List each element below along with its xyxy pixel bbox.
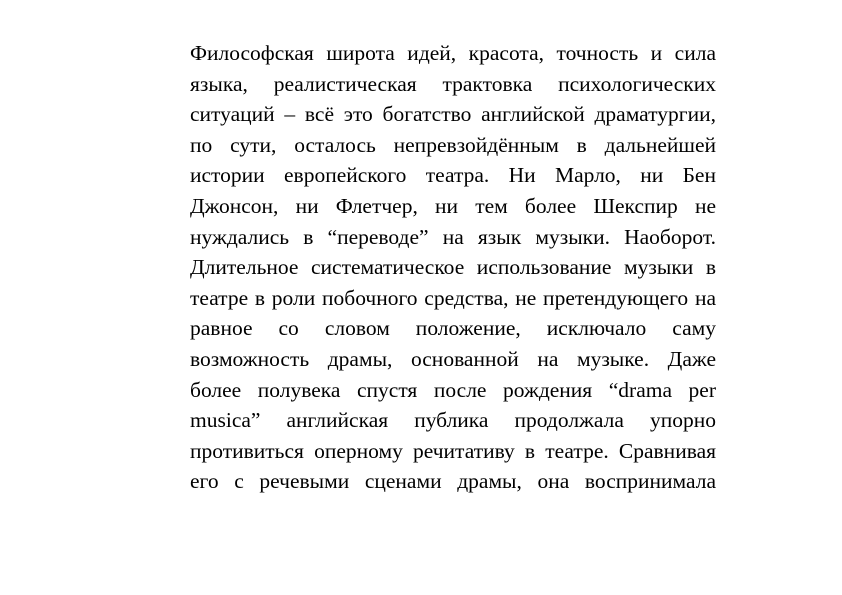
text-line-3: ситуаций – всё это богатство английской драматургии,	[190, 102, 716, 127]
text-line-15: его с речевыми сценами драмы, она воспринимала	[190, 469, 716, 494]
text-line-14: противиться оперному речитативу в театре. Сравнивая	[190, 438, 716, 463]
text-line-11: возможность драмы, основанной на музыке. Даже	[190, 346, 716, 371]
text-line-13: musica” английская публика продолжала упорно	[190, 408, 716, 433]
text-line-9: театре в роли побочного средства, не претендующего на	[190, 285, 716, 310]
text-line-4: по сути, осталось непревзойдённым в дальнейшей	[190, 132, 716, 157]
text-line-5: истории европейского театра. Ни Марло, ни Бен	[190, 163, 716, 188]
text-line-12: более полувека спустя после рождения “drama per	[190, 377, 716, 402]
body-paragraph	[190, 38, 716, 497]
text-line-7: нуждались в “переводе” на язык музыки. Наоборот.	[190, 224, 716, 249]
text-line-10: равное со словом положение, исключало саму	[190, 316, 716, 341]
text-line-1: Философская широта идей, красота, точность и сила	[190, 41, 716, 65]
text-line-8: Длительное систематическое использование музыки в	[190, 255, 716, 280]
text-line-2: языка, реалистическая трактовка психологических	[190, 71, 716, 96]
text-line-6: Джонсон, ни Флетчер, ни тем более Шекспир не	[190, 193, 716, 218]
